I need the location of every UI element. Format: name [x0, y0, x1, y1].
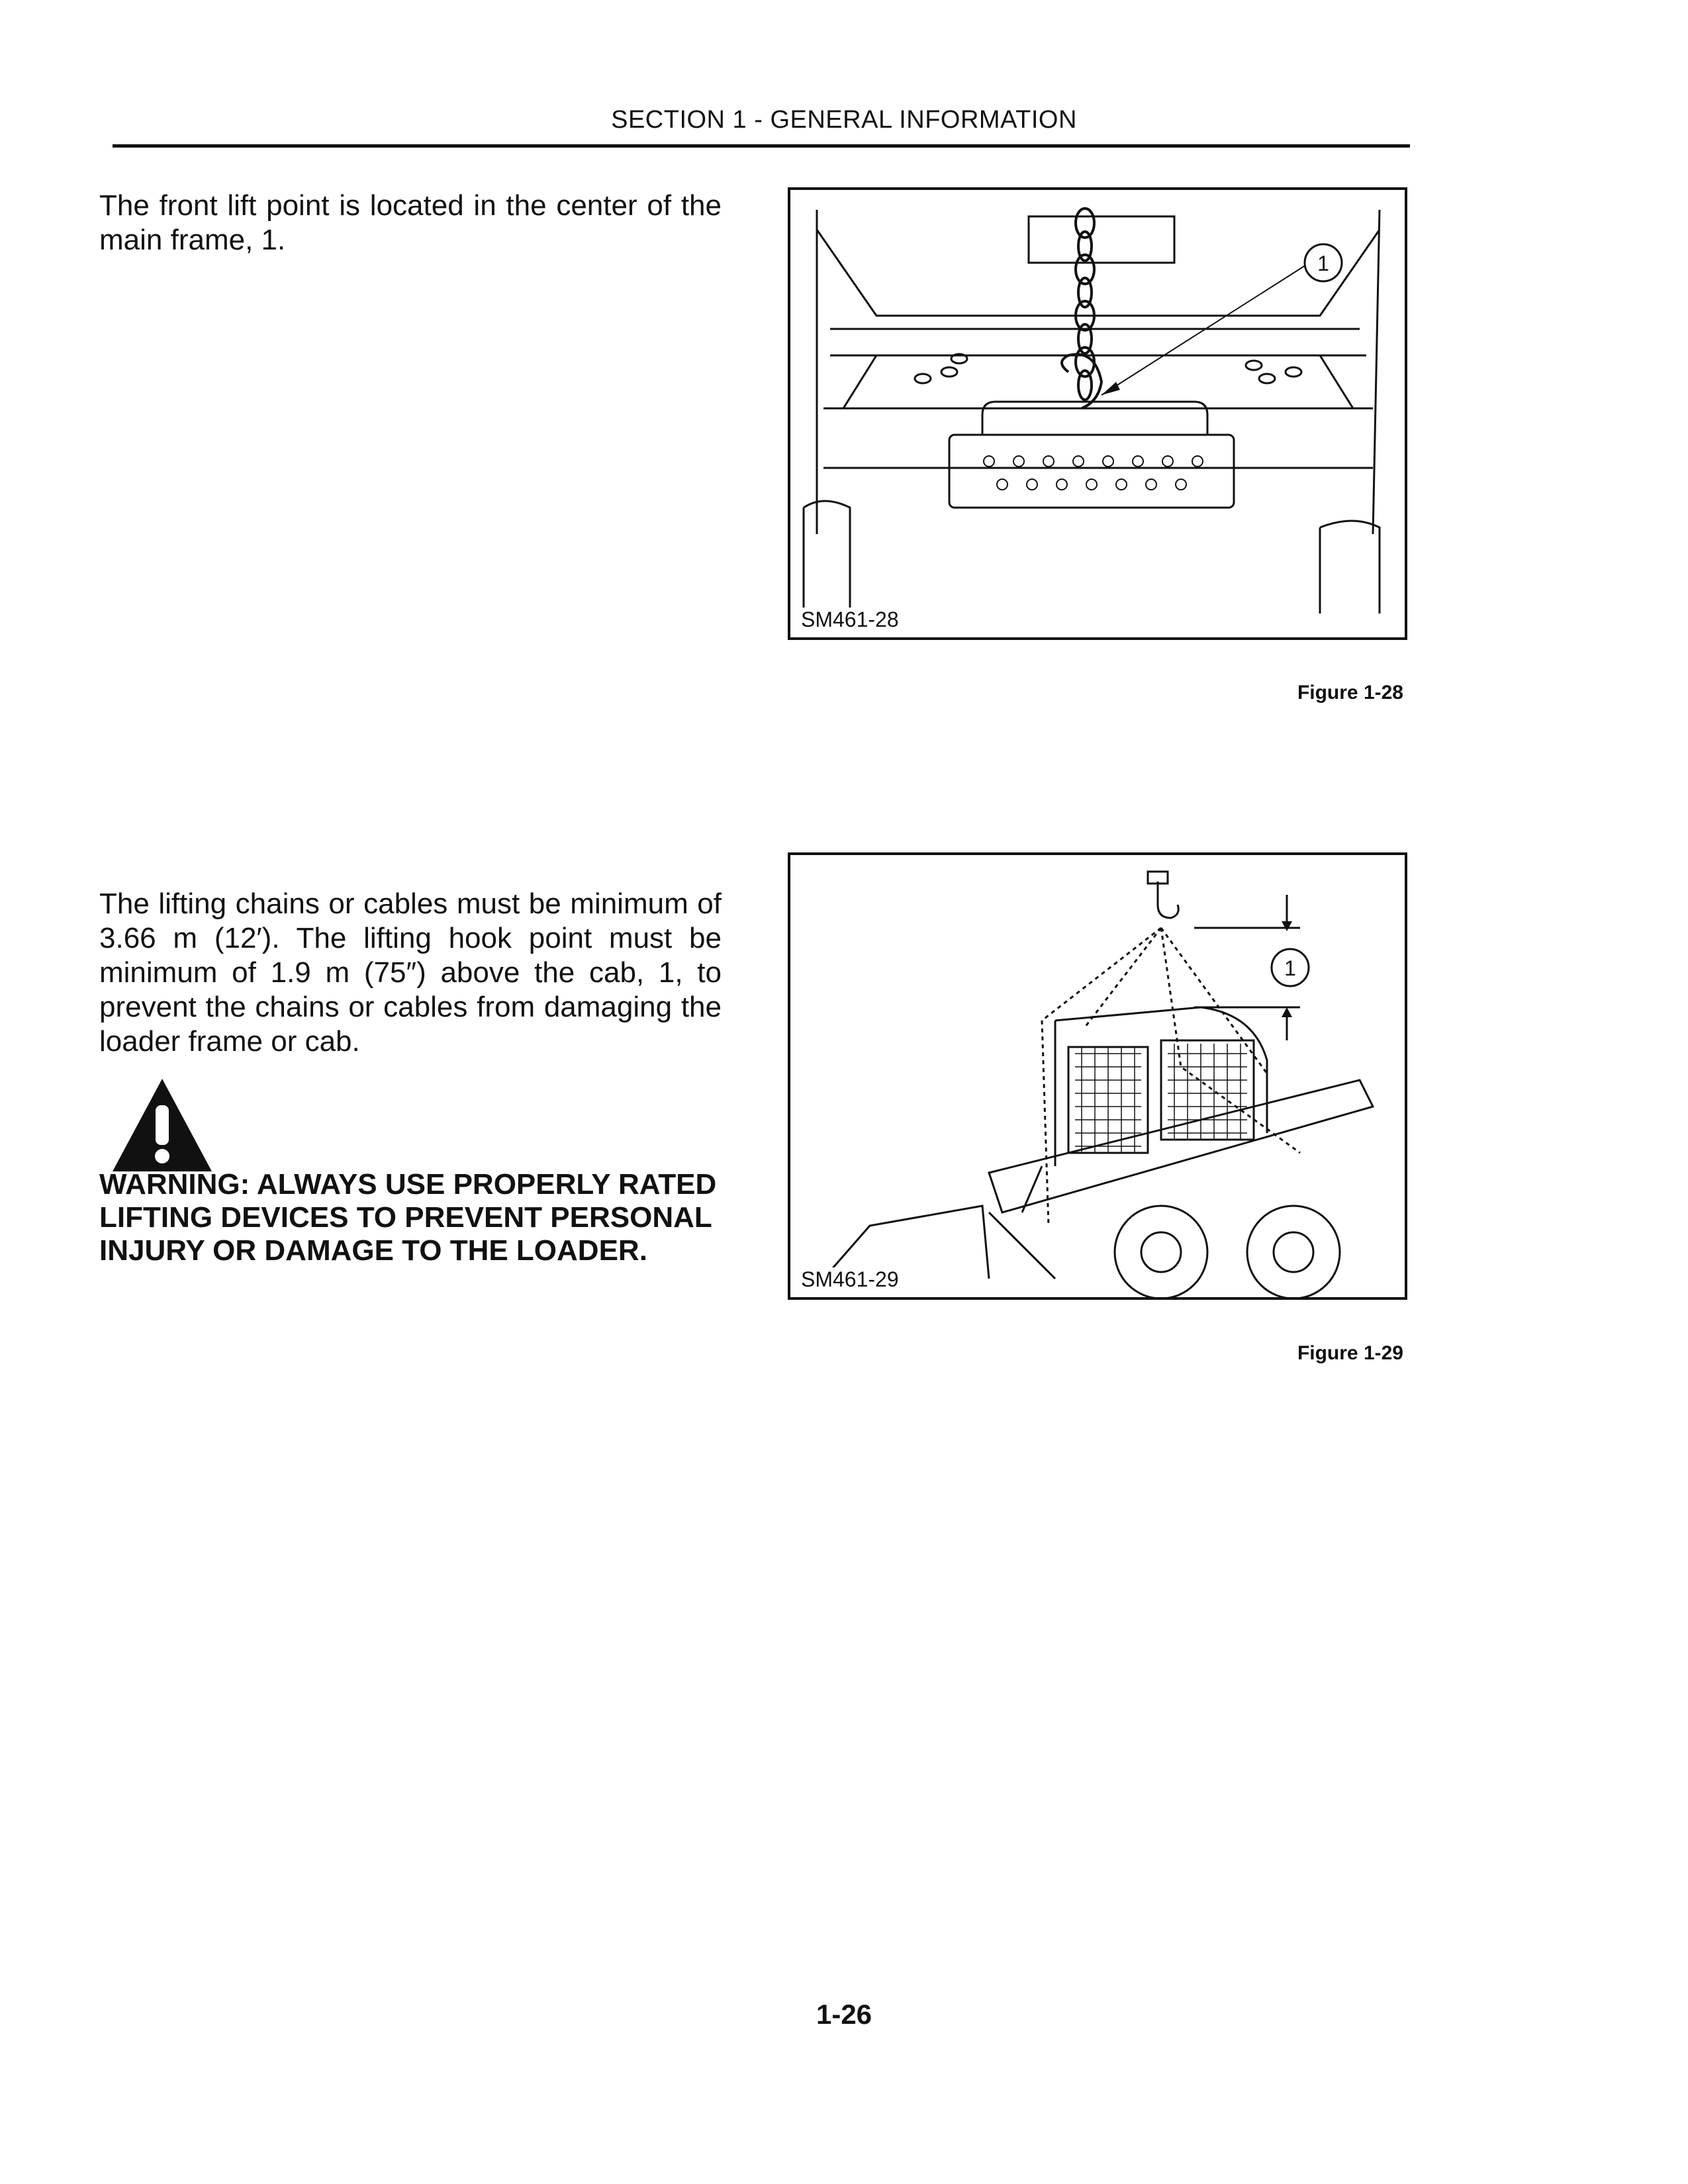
section-header: SECTION 1 - GENERAL INFORMATION: [611, 106, 1077, 134]
figure-caption: Figure 1-28: [1297, 682, 1403, 704]
figure-1-29-callout: 1: [1284, 956, 1296, 980]
lifting-chains-paragraph: The lifting chains or cables must be minimum of 3.66 m (12′). The lifting hook point must be minimum of 1.9 m (75″) above the cab, 1, to prevent the chains or cables from damaging the loader frame or cab.: [99, 887, 722, 1058]
figure-code: SM461-28: [797, 608, 903, 632]
loader-lifting-illustration: [790, 855, 1405, 1297]
front-lift-point-illustration: [790, 190, 1405, 637]
page-number: 1-26: [816, 1999, 872, 2030]
figure-caption: Figure 1-29: [1297, 1342, 1403, 1364]
warning-triangle-icon: [109, 1075, 215, 1175]
header-rule: [113, 144, 1410, 148]
warning-text: WARNING: ALWAYS USE PROPERLY RATED LIFTING DEVICES TO PREVENT PERSONAL INJURY OR DAMAGE TO THE LOADER.: [99, 1168, 717, 1267]
figure-code: SM461-29: [797, 1267, 903, 1292]
figure-1-28-callout: 1: [1317, 251, 1329, 275]
figure-1-29: [788, 852, 1407, 1300]
figure-1-28: [788, 187, 1407, 640]
front-lift-point-paragraph: The front lift point is located in the center of the main frame, 1.: [99, 189, 722, 256]
